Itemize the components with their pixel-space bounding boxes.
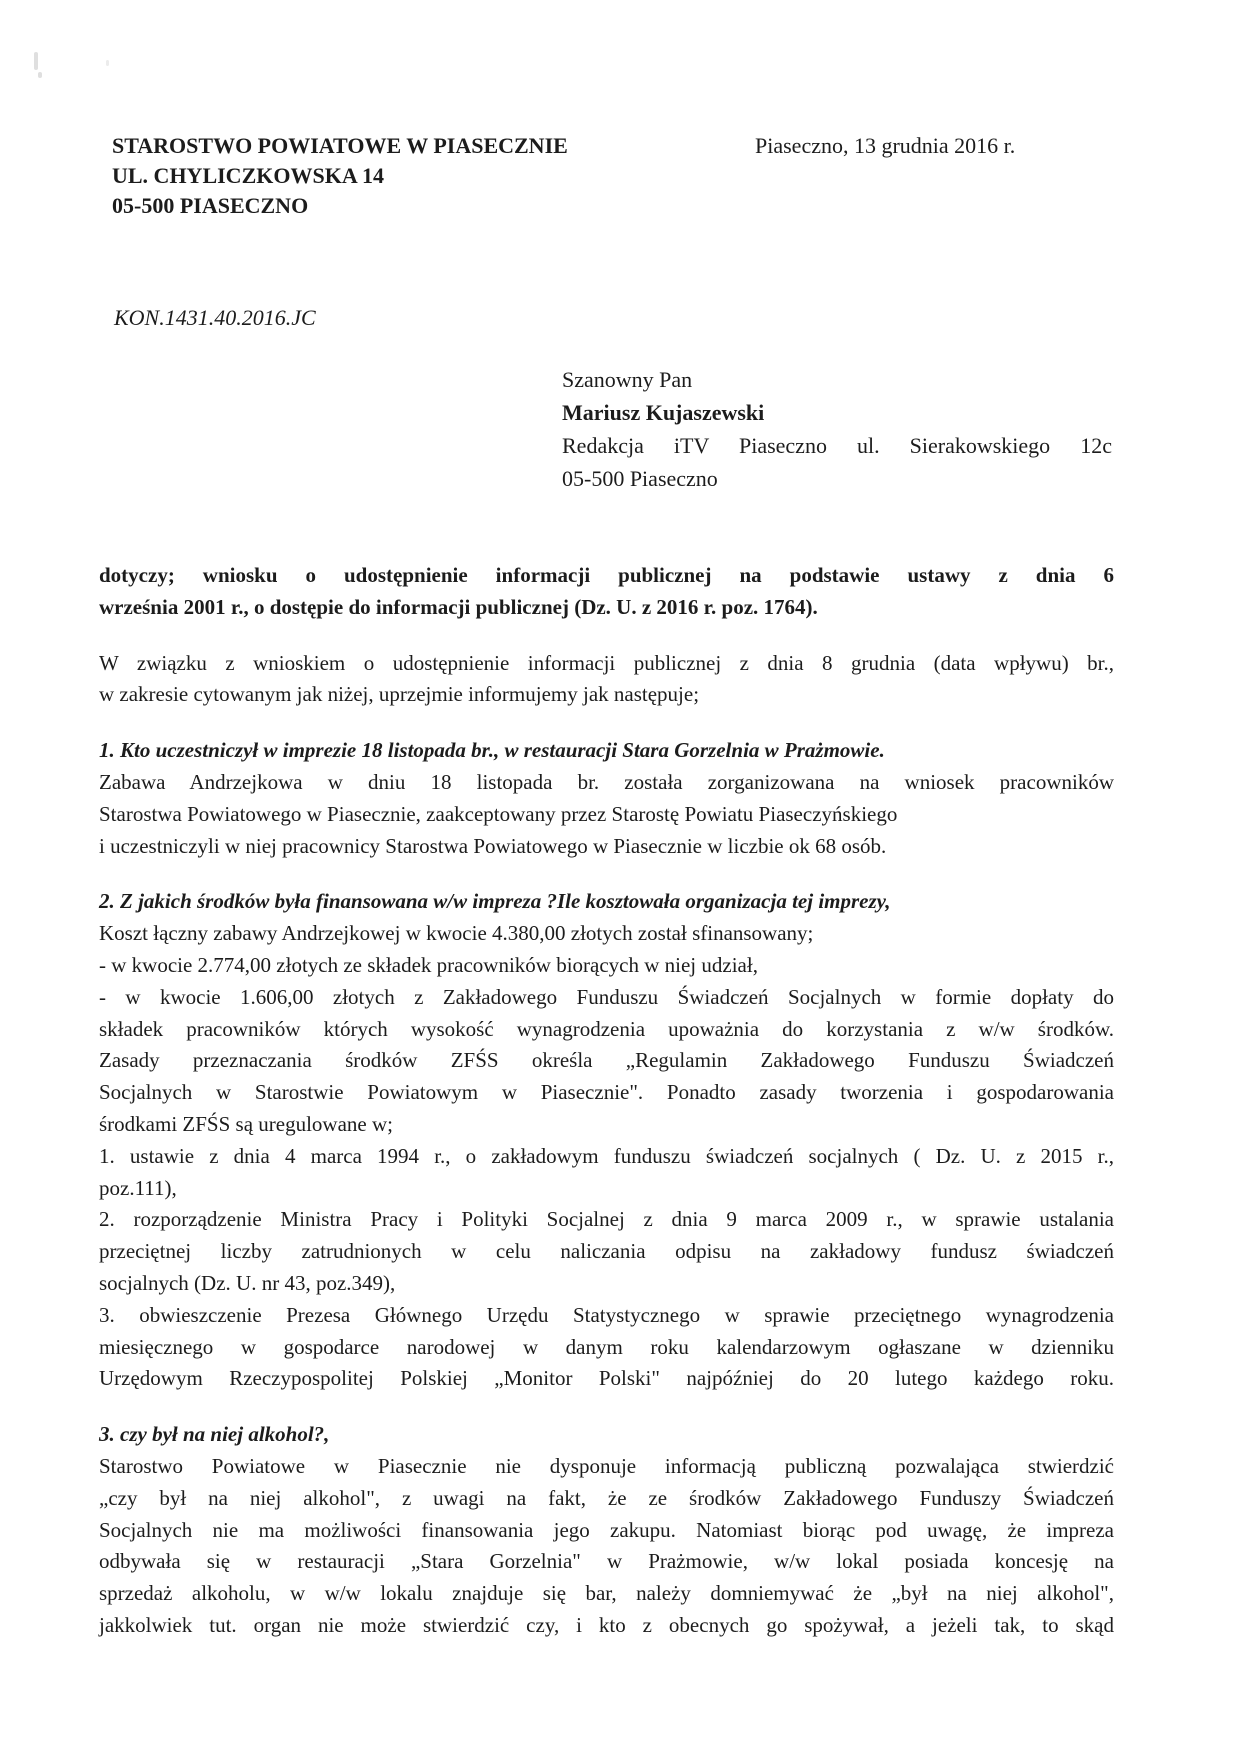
letter-body [99,560,1114,1642]
intro-paragraph [99,648,1114,712]
text-line: dotyczy; wniosku o udostępnienie informacji publicznej na podstawie ustawy z dnia 6 [99,563,1114,587]
question-2 [99,886,1114,918]
answer-3 [99,1451,1114,1642]
question-1 [99,735,1114,767]
text-line: Koszt łączny zabawy Andrzejkowej w kwocie 4.380,00 złotych został sfinansowany; [99,921,814,946]
scan-artifact [106,60,109,66]
text-line: sprzedaż alkoholu, w w/w lokalu znajduje się bar, należy domniemywać że „był na niej alkohol", [99,1581,1114,1606]
text-line: „czy był na niej alkohol", z uwagi na fakt, że ze środków Zakładowego Funduszy Świadczeń [99,1485,1114,1510]
text-line: W związku z wnioskiem o udostępnienie informacji publicznej z dnia 8 grudnia (data wpływu) br., [99,650,1114,675]
text-line: 3. obwieszczenie Prezesa Głównego Urzędu Statystycznego w sprawie przeciętnego wynagrodzenia [99,1302,1114,1327]
text-line: w zakresie cytowanym jak niżej, uprzejmie informujemy jak następuje; [99,682,700,707]
subject-paragraph [99,560,1114,624]
text-line: Starostwo Powiatowe w Piasecznie nie dysponuje informacją publiczną pozwalająca stwierdzić [99,1453,1114,1478]
text-line: 2. rozporządzenie Ministra Pracy i Polityki Socjalnej z dnia 9 marca 2009 r., w sprawie ustalania [99,1207,1114,1232]
text-line: 3. czy był na niej alkohol?, [99,1422,330,1447]
addressee-city: 05-500 Piaseczno [562,466,718,491]
answer-1 [99,767,1114,862]
sender-street: UL. CHYLICZKOWSKA 14 [112,163,384,188]
addressee-street: Redakcja iTV Piaseczno ul. Sierakowskiego 12c [562,433,1112,458]
text-line: składek pracowników których wysokość wynagrodzenia upoważnia do korzystania z w/w środków. [99,1016,1114,1041]
addressee-block [562,363,1112,495]
text-line: 2. Z jakich środków była finansowana w/w impreza ?Ile kosztowała organizacja tej imprezy, [99,889,891,914]
letter-date: Piaseczno, 13 grudnia 2016 r. [755,133,1016,158]
text-line: Urzędowym Rzeczypospolitej Polskiej „Monitor Polski" najpóźniej do 20 lutego każdego roku. [99,1366,1114,1391]
text-line: Zabawa Andrzejkowa w dniu 18 listopada br. została zorganizowana na wniosek pracowników [99,769,1114,794]
scan-artifact [34,52,38,70]
text-line: przeciętnej liczby zatrudnionych w celu naliczania odpisu na zakładowy fundusz świadczeń [99,1239,1114,1264]
text-line: jakkolwiek tut. organ nie może stwierdzić czy, i kto z obecnych go spożywał, a jeżeli tak, to skąd [99,1612,1114,1637]
text-line: - w kwocie 1.606,00 złotych z Zakładowego Funduszu Świadczeń Socjalnych w formie dopłaty do [99,984,1114,1009]
reference-number: KON.1431.40.2016.JC [114,305,316,330]
text-line: Zasady przeznaczania środków ZFŚS określa „Regulamin Zakładowego Funduszu Świadczeń [99,1048,1114,1073]
addressee-salutation: Szanowny Pan [562,367,693,392]
text-line: środkami ZFŚS są uregulowane w; [99,1111,393,1136]
text-line: socjalnych (Dz. U. nr 43, poz.349), [99,1270,396,1295]
answer-2 [99,918,1114,1395]
text-line: - w kwocie 2.774,00 złotych ze składek pracowników biorących w niej udział, [99,952,758,977]
text-line: Starostwa Powiatowego w Piasecznie, zaakceptowany przez Starostę Powiatu Piaseczyńskiego [99,801,898,826]
text-line: Socjalnych nie ma możliwości finansowania jego zakupu. Natomiast biorąc pod uwagę, że impreza [99,1517,1114,1542]
sender-name: STAROSTWO POWIATOWE W PIASECZNIE [112,133,568,158]
text-line: poz.111), [99,1175,177,1200]
text-line: września 2001 r., o dostępie do informacji publicznej (Dz. U. z 2016 r. poz. 1764). [99,594,818,619]
sender-postal-city: 05-500 PIASECZNO [112,193,309,218]
scan-artifact [38,72,42,78]
text-line: Socjalnych w Starostwie Powiatowym w Piasecznie". Ponadto zasady tworzenia i gospodarowania [99,1080,1114,1105]
addressee-name: Mariusz Kujaszewski [562,400,765,425]
text-line: miesięcznego w gospodarce narodowej w danym roku kalendarzowym ogłaszane w dzienniku [99,1334,1114,1359]
text-line: 1. ustawie z dnia 4 marca 1994 r., o zakładowym funduszu świadczeń socjalnych ( Dz. U. z 2015 r., [99,1143,1114,1168]
text-line: 1. Kto uczestniczył w imprezie 18 listopada br., w restauracji Stara Gorzelnia w Prażmowie. [99,738,885,763]
text-line: odbywała się w restauracji „Stara Gorzelnia" w Prażmowie, w/w lokal posiada koncesję na [99,1549,1114,1574]
text-line: i uczestniczyli w niej pracownicy Starostwa Powiatowego w Piasecznie w liczbie ok 68 osób. [99,833,887,858]
question-3 [99,1419,1114,1451]
